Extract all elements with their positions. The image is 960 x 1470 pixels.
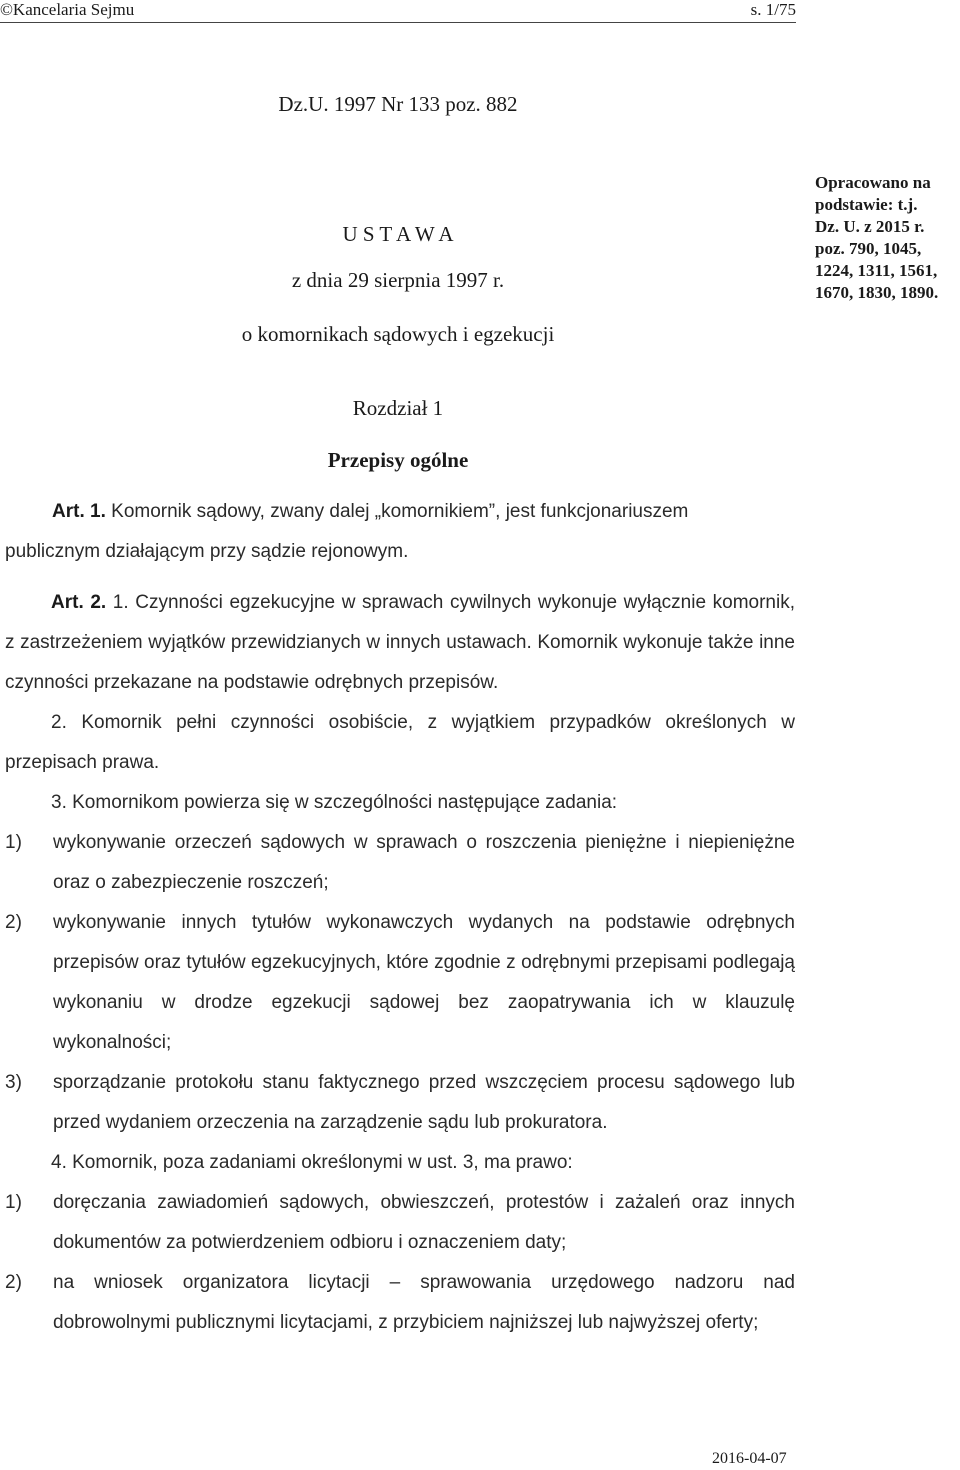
art2-paragraph-1 [5,583,795,703]
list-item-text: doręczania zawiadomień sądowych, obwieszczeń, protestów i zażaleń oraz innych dokumentów za potwierdzeniem odbioru i oznaczeniem daty; [53,1192,795,1253]
list-item-number: 2) [5,1272,22,1293]
art2-paragraph-3: 3. Komornikom powierza się w szczególności następujące zadania: [51,792,618,813]
list-item-number: 3) [5,1072,22,1093]
list-item [5,1063,795,1143]
list-item-text: wykonywanie innych tytułów wykonawczych wydanych na podstawie odrębnych przepisów oraz tytułów egzekucyjnych, które zgodnie z odrębnymi przepisami podlegają wykonaniu w drodze egzekucji sądowej bez zaopatrywania ich w klauzulę wykonalności; [53,912,795,1053]
list-item [5,1263,795,1343]
source-note [815,172,958,304]
act-date: z dnia 29 sierpnia 1997 r. [291,268,505,292]
act-type: U S T A W A [342,222,454,246]
art2-paragraph-4: 4. Komornik, poza zadaniami określonymi w ust. 3, ma prawo: [51,1152,573,1173]
list-item-number: 2) [5,912,22,933]
source-note-line: podstawie: t.j. [815,195,918,214]
page-number: s. 1/75 [750,0,796,19]
publication-date: 2016-04-07 [712,1450,787,1467]
chapter-number: Rozdział 1 [352,396,444,420]
list-item-text: wykonywanie orzeczeń sądowych w sprawach o roszczenia pieniężne i niepieniężne oraz o zabezpieczenie roszczeń; [53,832,795,893]
journal-reference: Dz.U. 1997 Nr 133 poz. 882 [278,92,518,116]
list-item-number: 1) [5,1192,22,1213]
art1-label: Art. 1. [52,501,106,522]
header-publisher: ©Kancelaria Sejmu [0,0,135,19]
art1-line1 [52,492,795,532]
art2-paragraph-2: 2. Komornik pełni czynności osobiście, z wyjątkiem przypadków określonych w przepisach prawa. [5,712,795,773]
art2-p1-text: Czynności egzekucyjne w sprawach cywilnych wykonuje wyłącznie komornik, z zastrzeżeniem wyjątków przewidzianych w innych ustawach. Komornik wykonuje także inne czynności przekazane na podstawie odrębnych przepisów. [5,592,795,693]
list-item [5,823,795,903]
art1-line2: publicznym działającym przy sądzie rejonowym. [5,541,409,562]
source-note-line: 1224, 1311, 1561, [815,261,938,280]
act-title: o komornikach sądowych i egzekucji [241,322,555,346]
list-item-number: 1) [5,832,22,853]
list-item [5,903,795,1063]
header-divider [0,22,796,23]
source-note-line: poz. 790, 1045, [815,239,922,258]
chapter-title: Przepisy ogólne [327,448,469,472]
source-note-line: Dz. U. z 2015 r. [815,217,925,236]
source-note-line: Opracowano na [815,173,931,192]
list-item [5,1183,795,1263]
art1-text: Komornik sądowy, zwany dalej „komornikiem”, jest funkcjonariuszem [111,501,689,522]
list-item-text: na wniosek organizatora licytacji – sprawowania urzędowego nadzoru nad dobrowolnymi publicznymi licytacjami, z przybiciem najniższej lub najwyższej oferty; [53,1272,795,1333]
art2-label: Art. 2. [51,592,107,613]
source-note-line: 1670, 1830, 1890. [815,283,939,302]
art2-p1-number: 1. [112,592,129,613]
list-item-text: sporządzanie protokołu stanu faktycznego przed wszczęciem procesu sądowego lub przed wydaniem orzeczenia na zarządzenie sądu lub prokuratora. [53,1072,795,1133]
